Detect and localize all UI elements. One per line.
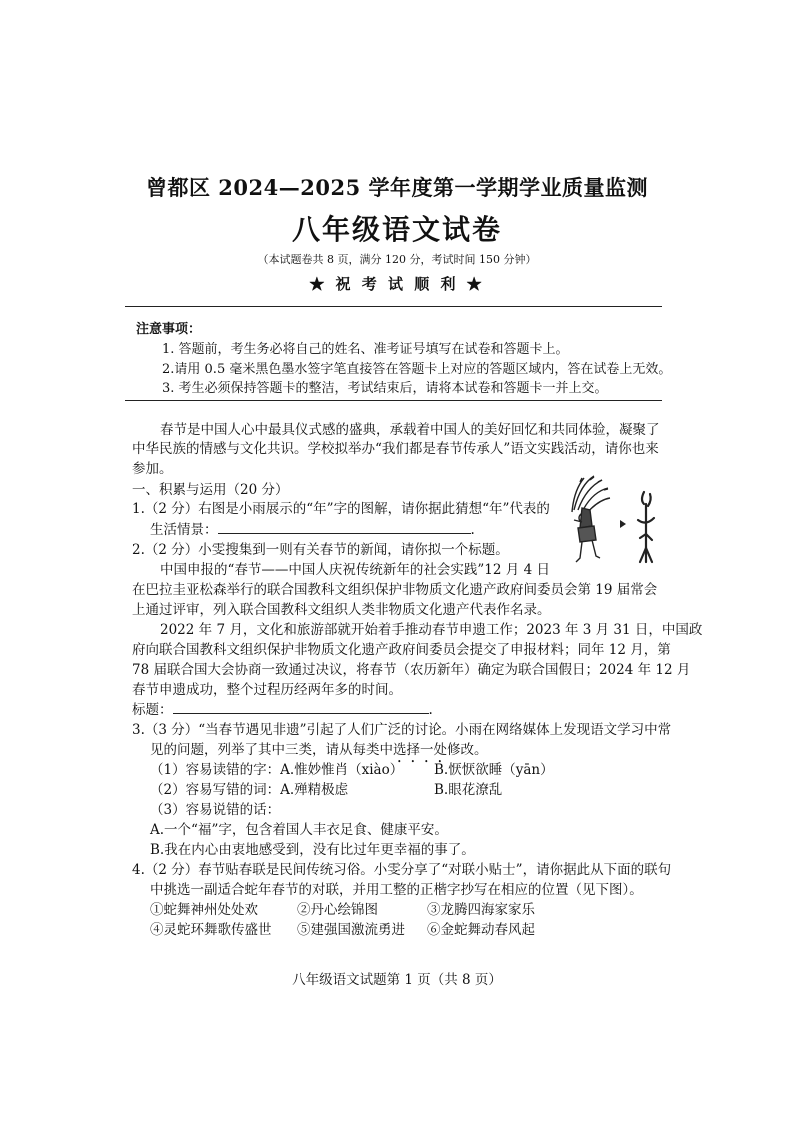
exam-info: （本试题卷共 8 页，满分 120 分，考试时间 150 分钟）	[257, 253, 537, 266]
intro-line: 参加。	[132, 461, 173, 477]
notice-heading: 注意事项：	[136, 322, 202, 337]
exam-subject-title: 八年级语文试卷	[291, 213, 502, 246]
q1-end: .	[470, 522, 475, 538]
q1-label: 生活情景：	[150, 522, 218, 538]
arrow-icon	[620, 520, 626, 528]
question-4: 4.（2 分）春节贴春联是民间传统习俗。小雯分享了“对联小贴士”，请你据此从下面的联句	[132, 862, 672, 878]
news-line: 在巴拉圭亚松森举行的联合国教科文组织保护非物质文化遗产政府间委员会第 19 届常会	[132, 582, 658, 598]
q3-option-3b: B.我在内心由衷地感受到，没有比过年更幸福的事了。	[150, 842, 475, 858]
answer-blank[interactable]	[173, 701, 429, 714]
couplet-option: ⑥金蛇舞动春风起	[427, 922, 535, 938]
news-line: 府向联合国教科文组织保护非物质文化遗产政府间委员会提交了申报材料；同年 12 月，第	[132, 642, 671, 658]
question-3: 3.（3 分）“当春节遇见非遗”引起了人们广泛的讨论。小雨在网络媒体上发现语文学习中常	[132, 722, 672, 738]
notice-item: 3. 考生必须保持答题卡的整洁，考试结束后，请将本试卷和答题卡一并上交。	[162, 381, 608, 396]
q3-option-3a: A.一个“福”字，包含着国人丰衣足食、健康平安。	[150, 822, 448, 838]
intro-line: 中华民族的情感与文化共识。学校拟举办“我们都是春节传承人”语文实践活动，请你也来	[132, 441, 659, 457]
page-footer: 八年级语文试题第 1 页（共 8 页）	[292, 972, 502, 988]
q3-text-end: 修改。	[447, 742, 488, 758]
intro-line: 春节是中国人心中最具仪式感的盛典，承载着中国人的美好回忆和共同体验，凝聚了	[160, 422, 660, 438]
q3-option-1a: （1）容易读错的字：A.惟妙惟肖（xiào）	[150, 762, 404, 778]
bottom-divider	[125, 400, 662, 401]
couplet-option: ①蛇舞神州处处欢	[150, 902, 258, 918]
couplet-option: ②丹心绘锦图	[297, 902, 378, 918]
nian-character-illustration	[560, 470, 665, 575]
news-line: 78 届联合国大会协商一致通过决议，将春节（农历新年）确定为联合国假日；2024 年 12 月	[132, 662, 691, 678]
q2-end: .	[428, 702, 433, 718]
exam-header-title: 曾都区 2024—2025 学年度第一学期学业质量监测	[145, 175, 648, 200]
news-line: 上通过评审，列入联合国教科文组织人类非物质文化遗产代表作名录。	[132, 602, 551, 618]
q3-option-1b: B.恹恹欲睡（yān）	[434, 762, 554, 778]
couplet-option: ⑤建强国激流勇进	[297, 922, 405, 938]
title-answer-row	[132, 698, 433, 718]
news-line: 2022 年 7 月，文化和旅游部就开始着手推动春节申遗工作；2023 年 3 月 31 日，中国政	[160, 622, 703, 638]
section-heading: 一、积累与运用（20 分）	[132, 482, 289, 498]
q3-text: 见的问题，列举了其中三类，请从每类中	[150, 742, 393, 758]
title-label: 标题：	[132, 702, 173, 718]
q3-option-3: （3）容易说错的话：	[150, 802, 281, 818]
question-4-line2: 中挑选一副适合蛇年春节的对联，并用工整的正楷字抄写在相应的位置（见下图）。	[150, 882, 643, 898]
notice-item: 1. 答题前，考生务必将自己的姓名、准考证号填写在试卷和答题卡上。	[162, 342, 569, 357]
q3-option-2b: B.眼花潦乱	[434, 782, 503, 798]
question-1-line2	[150, 518, 475, 538]
q3-emphasis: 选择一处	[393, 742, 447, 758]
news-line: 春节申遗成功，整个过程历经两年多的时间。	[132, 682, 402, 698]
question-1: 1.（2 分）右图是小雨展示的“年”字的图解，请你据此猜想“年”代表的	[132, 501, 550, 517]
couplet-option: ③龙腾四海家家乐	[427, 902, 535, 918]
question-2: 2.（2 分）小雯搜集到一则有关春节的新闻，请你拟一个标题。	[132, 542, 509, 558]
answer-blank[interactable]	[218, 521, 471, 534]
top-divider	[125, 306, 662, 307]
notice-item: 2.请用 0.5 毫米黑色墨水签字笔直接答在答题卡上对应的答题区域内，答在试卷上无效。	[162, 362, 672, 377]
news-line: 中国申报的“春节——中国人庆祝传统新年的社会实践”12 月 4 日	[160, 562, 550, 578]
good-luck-banner: ★ 祝 考 试 顺 利 ★	[309, 275, 485, 293]
q3-option-2a: （2）容易写错的词：A.殚精极虑	[150, 782, 349, 798]
couplet-option: ④灵蛇环舞歌传盛世	[150, 922, 272, 938]
